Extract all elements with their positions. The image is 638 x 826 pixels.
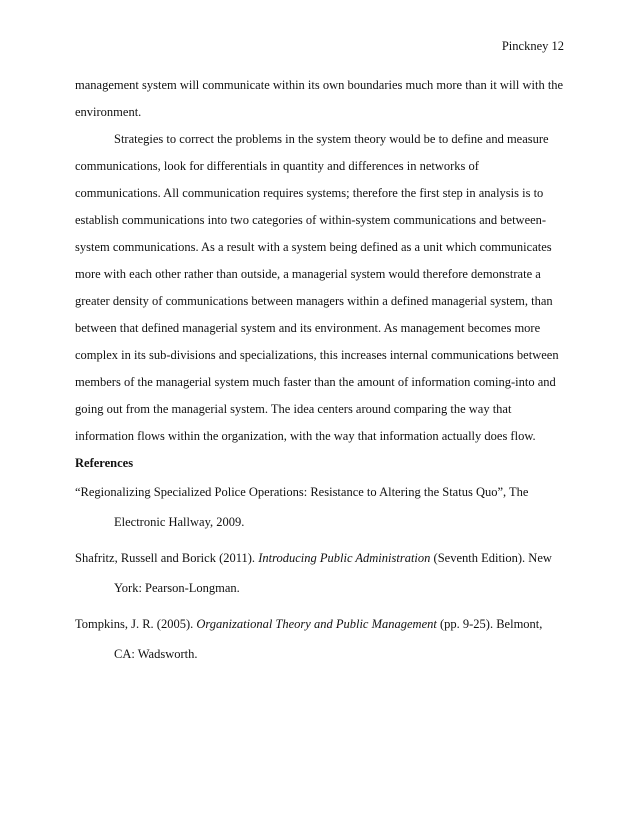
running-head: Pinckney 12 bbox=[501, 39, 564, 53]
paragraph-strategies: Strategies to correct the problems in the system theory would be to define and measure communications, look for differentials in quantity and differences in networks of communications. All communication requires systems; therefore the first step in analysis is to establish communications into two categories of within-system communications and between-system communications. As a result with a system being defined as a unit which communicates more with each other rather than outside, a managerial system would therefore demonstrate a greater density of communications between managers within a defined managerial system, than between that defined managerial system and its environment. As management becomes more complex in its sub-divisions and specializations, this increases internal communications between members of the managerial system much faster than the amount of information coming-into and going out from the managerial system. The idea centers around comparing the way that information flows within the organization, with the way that information actually does flow. bbox=[75, 132, 559, 443]
reference-item: “Regionalizing Specialized Police Operations: Resistance to Altering the Status Quo”, The Electronic Hallway, 2009. bbox=[75, 485, 529, 529]
reference-title: Introducing Public Administration bbox=[258, 551, 431, 565]
reference-title: Organizational Theory and Public Management bbox=[196, 617, 437, 631]
reference-item: Tompkins, J. R. (2005). Organizational Theory and Public Management (pp. 9-25). Belmont, CA: Wadsworth. bbox=[75, 617, 543, 661]
paragraph-continued: management system will communicate within its own boundaries much more than it will with the environment. bbox=[75, 78, 564, 119]
references-heading: References bbox=[75, 456, 134, 470]
reference-item: Shafritz, Russell and Borick (2011). Introducing Public Administration (Seventh Edition). New York: Pearson-Longman. bbox=[75, 551, 552, 595]
document-body bbox=[75, 72, 565, 669]
